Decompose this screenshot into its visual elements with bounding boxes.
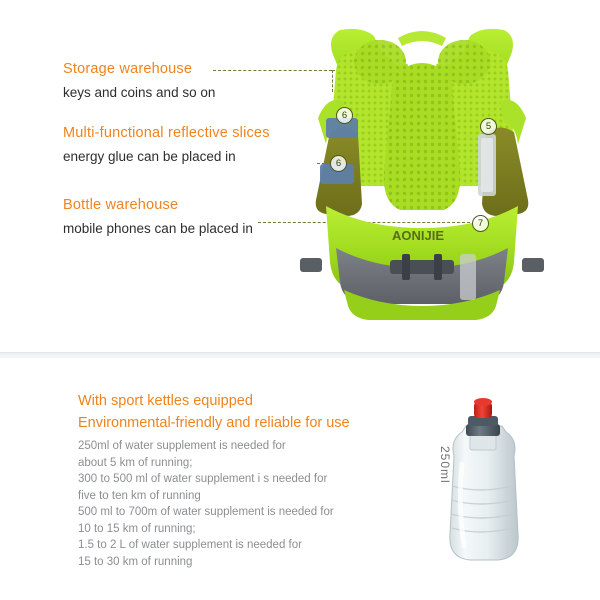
bottle-heading-line1: With sport kettles equipped [78, 393, 253, 409]
callout-storage-subtitle: keys and coins and so on [63, 85, 216, 100]
bottle-body-text [78, 438, 378, 570]
callout-reflective-slices [63, 124, 270, 166]
callout-reflective-subtitle: energy glue can be placed in [63, 149, 236, 164]
side-adjuster-left [300, 258, 322, 272]
bottle-body-line-5: 500 ml to 700m of water supplement is needed for [78, 506, 334, 518]
vest-label-6-upper: 6 [336, 107, 353, 124]
brand-logo-text: AONIJIE [392, 228, 445, 243]
bottle-body-line-4: five to ten km of running [78, 489, 201, 502]
bottle-body-line-3: 300 to 500 ml of water supplement i s needed for [78, 473, 328, 485]
bottle-section [0, 358, 600, 600]
callout-bottle-warehouse [63, 196, 253, 238]
vest-svg [282, 22, 562, 332]
chest-buckle [390, 260, 454, 274]
callout-bottle-subtitle: mobile phones can be placed in [63, 221, 253, 236]
callout-storage-warehouse [63, 60, 215, 102]
bottle-body-line-8: 15 to 30 km of running [78, 555, 193, 568]
side-adjuster-right [522, 258, 544, 272]
bottle-illustration [430, 386, 560, 576]
reflective-strip-lower [460, 254, 476, 300]
callout-bottle-title: Bottle warehouse [63, 197, 179, 213]
bottle-heading [78, 390, 408, 434]
bottle-body-line-6: 10 to 15 km of running; [78, 522, 196, 535]
callout-storage-title: Storage warehouse [63, 61, 193, 77]
bottle-body-line-2: about 5 km of running; [78, 456, 193, 469]
vest-label-7: 7 [472, 215, 489, 232]
vest-label-5: 5 [480, 118, 497, 135]
bottle-capacity-label: 250ml [438, 446, 452, 484]
vest-label-6-lower: 6 [330, 155, 347, 172]
vest-illustration [282, 22, 562, 332]
bottle-heading-line2: Environmental-friendly and reliable for use [78, 415, 350, 431]
bottle-body-line-1: 250ml of water supplement is needed for [78, 440, 286, 452]
bottle-svg [430, 386, 560, 576]
callout-reflective-title: Multi-functional reflective slices [63, 125, 270, 141]
bottle-body-line-7: 1.5 to 2 L of water supplement is needed for [78, 539, 302, 551]
